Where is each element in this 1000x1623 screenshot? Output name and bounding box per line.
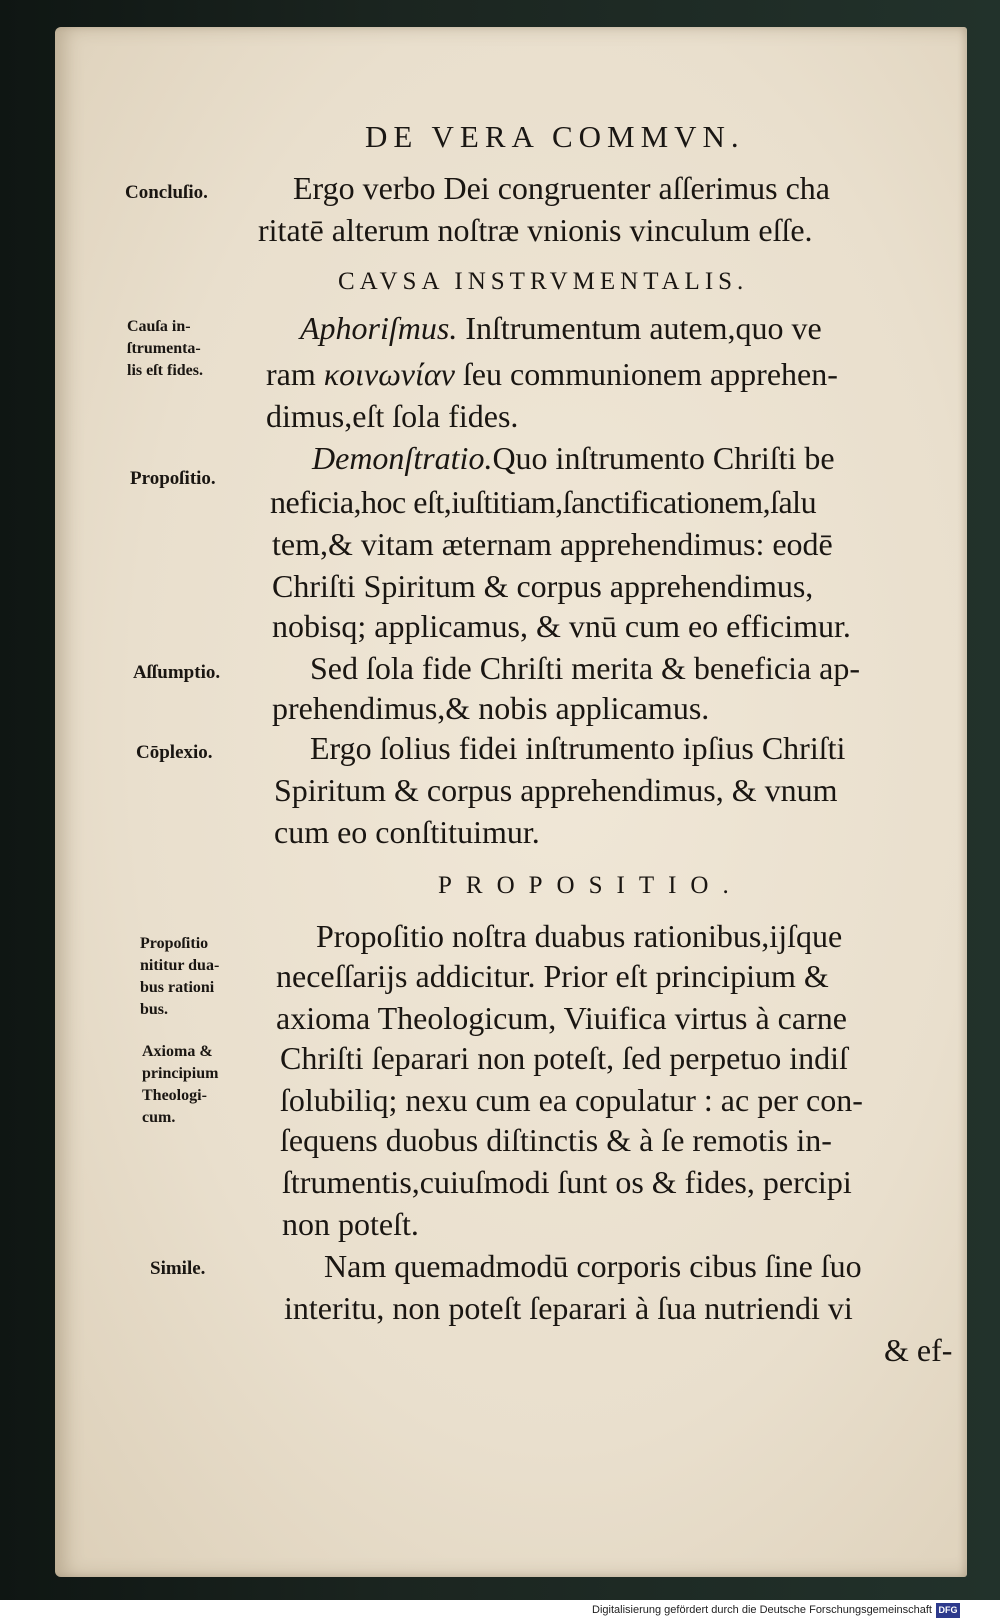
text-line: Ergo ſolius fidei inſtrumento ipſius Chriſti	[310, 730, 846, 766]
text-line	[266, 356, 838, 393]
text-line: tem,& vitam æternam apprehendimus: eodē	[272, 526, 833, 562]
text-line: ſolubiliq; nexu cum ea copulatur : ac per con-	[280, 1082, 863, 1118]
text-line: non poteſt.	[282, 1206, 419, 1242]
text-line: Sed ſola fide Chriſti merita & beneficia ap-	[310, 650, 861, 686]
margin-note: Propoſitio	[140, 935, 209, 952]
section-heading-causa: CAVSA INSTRVMENTALIS.	[338, 268, 749, 295]
text-span: Inſtrumentum autem,quo ve	[457, 310, 822, 346]
text-line: ritatē alterum noſtræ vnionis vinculum eſſe.	[258, 212, 813, 248]
margin-note: Axioma &	[142, 1043, 213, 1060]
margin-note: Theologi-	[142, 1087, 207, 1104]
text-line: nobisq; applicamus, & vnū cum eo efficimur.	[272, 608, 851, 644]
running-head: DE VERA COMMVN.	[365, 119, 745, 154]
text-line: Propoſitio noſtra duabus rationibus,ijſque	[316, 918, 843, 954]
text-line: ſequens duobus diſtinctis & à ſe remotis in-	[280, 1122, 832, 1158]
margin-note-complexio: Cōplexio.	[136, 742, 213, 763]
text-line	[300, 310, 822, 347]
margin-note: bus.	[140, 1001, 169, 1018]
text-line: dimus,eſt ſola fides.	[266, 398, 519, 434]
greek-word: κοινωνίαν	[323, 356, 455, 392]
text-span: ſeu communionem apprehen-	[454, 356, 838, 392]
margin-note-assumptio: Aſſumptio.	[133, 662, 221, 683]
footer-credit: Digitalisierung gefördert durch die Deutsche Forschungsgemeinschaft	[592, 1604, 932, 1616]
dfg-logo-icon: DFG	[936, 1603, 960, 1618]
margin-note-conclusio: Concluſio.	[125, 182, 208, 203]
margin-note: cum.	[142, 1109, 176, 1126]
section-heading-propositio: PROPOSITIO.	[438, 872, 743, 899]
aphorismus-label: Aphoriſmus.	[300, 310, 458, 346]
text-line: Chriſti Spiritum & corpus apprehendimus,	[272, 568, 814, 604]
text-line: ſtrumentis,cuiuſmodi ſunt os & fides, percipi	[282, 1164, 852, 1200]
text-line: cum eo conſtituimur.	[274, 814, 540, 850]
text-line: Ergo verbo Dei congruenter aſſerimus cha	[293, 170, 830, 206]
margin-note: nititur dua-	[140, 957, 220, 974]
margin-note: Cauſa in-	[127, 318, 191, 335]
text-line: Nam quemadmodū corporis cibus ſine ſuo	[324, 1248, 862, 1284]
margin-note-propositio: Propoſitio.	[130, 468, 216, 489]
text-line: axioma Theologicum, Viuifica virtus à carne	[276, 1000, 847, 1036]
text-span: ram	[266, 356, 324, 392]
margin-note: bus rationi	[140, 979, 215, 996]
text-line: Spiritum & corpus apprehendimus, & vnum	[274, 772, 838, 808]
text-line	[312, 440, 835, 477]
margin-note: lis eſt fides.	[127, 362, 203, 379]
margin-note: principium	[142, 1065, 219, 1082]
margin-note-simile: Simile.	[150, 1258, 206, 1279]
text-line: neficia,hoc eſt,iuſtitiam,ſanctificationem,ſalu	[270, 484, 817, 520]
demonstratio-label: Demonſtratio.	[312, 440, 493, 476]
catchword: & ef-	[884, 1332, 953, 1368]
text-span: Quo inſtrumento Chriſti be	[492, 440, 835, 476]
text-line: interitu, non poteſt ſeparari à ſua nutriendi vi	[284, 1290, 853, 1326]
text-line: Chriſti ſeparari non poteſt, ſed perpetuo indiſ	[280, 1040, 848, 1076]
text-line: prehendimus,& nobis applicamus.	[272, 690, 710, 726]
margin-note: ſtrumenta-	[127, 340, 201, 357]
text-line: neceſſarijs addicitur. Prior eſt principium &	[276, 958, 829, 994]
